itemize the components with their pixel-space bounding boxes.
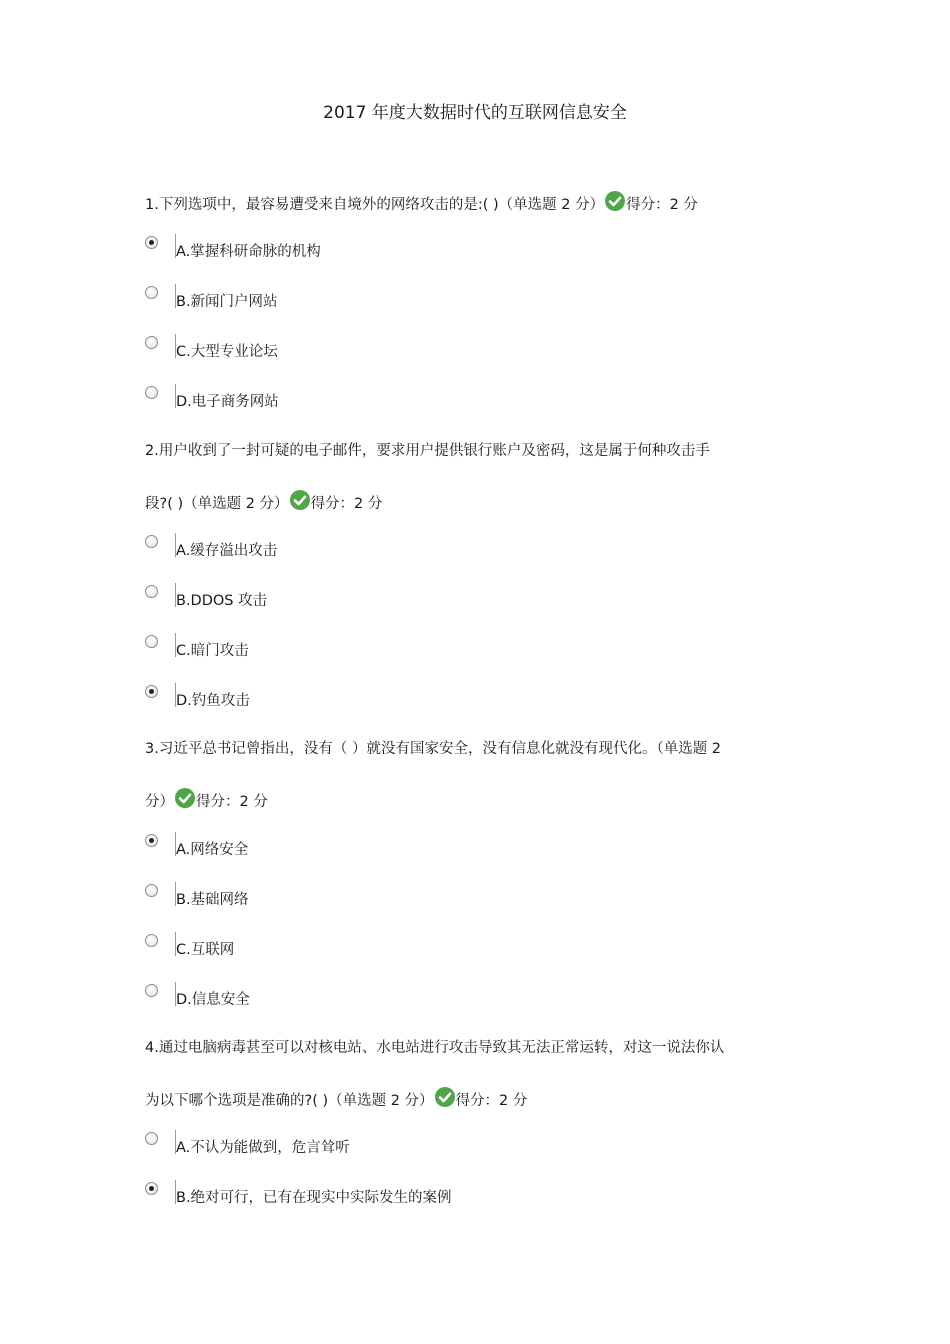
correct-check-icon bbox=[605, 191, 625, 211]
correct-check-icon bbox=[290, 490, 310, 510]
radio-selected[interactable] bbox=[145, 834, 158, 847]
option-label: A.网络安全 bbox=[176, 842, 249, 858]
radio-selected[interactable] bbox=[145, 685, 158, 698]
option-label: C.互联网 bbox=[176, 942, 235, 958]
question-4-score: 得分：2 分 bbox=[455, 1093, 528, 1109]
question-3-text bbox=[145, 788, 268, 812]
document-title: 2017 年度大数据时代的互联网信息安全 bbox=[323, 103, 627, 123]
option-label: D.电子商务网站 bbox=[176, 394, 279, 410]
question-2-line-1: 2.用户收到了一封可疑的电子邮件，要求用户提供银行账户及密码，这是属于何种攻击手 bbox=[145, 443, 710, 459]
question-2-line-2: 段?( )（单选题 2 分） bbox=[145, 496, 289, 512]
radio-unselected[interactable] bbox=[145, 585, 158, 598]
radio-unselected[interactable] bbox=[145, 535, 158, 548]
radio-selected[interactable] bbox=[145, 1182, 158, 1195]
question-1-text bbox=[145, 191, 698, 215]
question-1-line-1: 1.下列选项中，最容易遭受来自境外的网络攻击的是:( )（单选题 2 分） bbox=[145, 197, 605, 213]
option-label: C.大型专业论坛 bbox=[176, 344, 278, 360]
question-4-line-2: 为以下哪个选项是准确的?( )（单选题 2 分） bbox=[145, 1093, 434, 1109]
question-3-score: 得分：2 分 bbox=[196, 794, 268, 810]
radio-unselected[interactable] bbox=[145, 1132, 158, 1145]
radio-unselected[interactable] bbox=[145, 286, 158, 299]
question-4-text bbox=[145, 1087, 527, 1111]
option-label: B.绝对可行，已有在现实中实际发生的案例 bbox=[176, 1190, 452, 1206]
question-3-line-1: 3.习近平总书记曾指出，没有（ ）就没有国家安全，没有信息化就没有现代化。（单选题 2 bbox=[145, 741, 722, 757]
radio-unselected[interactable] bbox=[145, 984, 158, 997]
question-3-line-2: 分） bbox=[145, 794, 174, 810]
option-label: D.信息安全 bbox=[176, 992, 250, 1008]
option-label: A.不认为能做到，危言耸听 bbox=[176, 1140, 350, 1156]
radio-unselected[interactable] bbox=[145, 336, 158, 349]
radio-unselected[interactable] bbox=[145, 934, 158, 947]
correct-check-icon bbox=[175, 788, 195, 808]
radio-unselected[interactable] bbox=[145, 635, 158, 648]
question-1-score: 得分：2 分 bbox=[626, 197, 698, 213]
question-4-line-1: 4.通过电脑病毒甚至可以对核电站、水电站进行攻击导致其无法正常运转，对这一说法你认 bbox=[145, 1040, 725, 1056]
option-label: A.缓存溢出攻击 bbox=[176, 543, 278, 559]
radio-selected[interactable] bbox=[145, 236, 158, 249]
option-label: B.基础网络 bbox=[176, 892, 249, 908]
option-label: B.新闻门户网站 bbox=[176, 294, 278, 310]
correct-check-icon bbox=[435, 1087, 455, 1107]
question-2-score: 得分：2 分 bbox=[310, 496, 383, 512]
radio-unselected[interactable] bbox=[145, 884, 158, 897]
option-label: D.钓鱼攻击 bbox=[176, 693, 250, 709]
question-2-text bbox=[145, 490, 382, 514]
option-label: A.掌握科研命脉的机构 bbox=[176, 244, 321, 260]
option-label: C.暗门攻击 bbox=[176, 643, 249, 659]
radio-unselected[interactable] bbox=[145, 386, 158, 399]
option-label: B.DDOS 攻击 bbox=[176, 593, 268, 609]
